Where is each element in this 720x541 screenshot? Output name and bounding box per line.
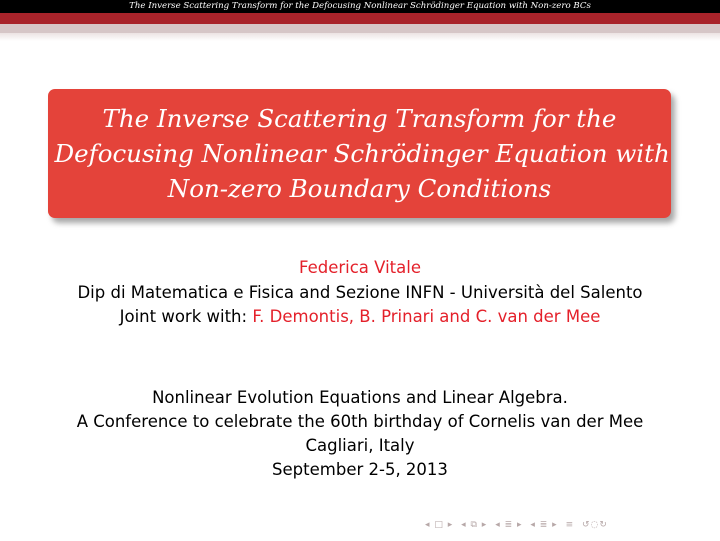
- search-icon[interactable]: ↺◌↻: [582, 520, 608, 530]
- beamer-navigation: [425, 520, 612, 530]
- header-band-light: [0, 24, 720, 33]
- title-box: [48, 89, 671, 218]
- author-name-line: [0, 256, 720, 280]
- next-section-icon[interactable]: ◂ ≣ ▸: [530, 520, 558, 530]
- title-line-2: Defocusing Nonlinear Schrödinger Equation with: [54, 139, 670, 168]
- conference-line-2: A Conference to celebrate the 60th birthday of Cornelis van der Mee: [76, 412, 644, 431]
- title-line-1: The Inverse Scattering Transform for the: [102, 104, 617, 133]
- conference-line-1: Nonlinear Evolution Equations and Linear Algebra.: [152, 388, 568, 407]
- align-icon[interactable]: ≡: [565, 520, 575, 530]
- prev-frame-icon[interactable]: ◂ □ ▸: [425, 520, 454, 530]
- affiliation: Dip di Matematica e Fisica and Sezione INFN - Università del Salento: [77, 283, 643, 302]
- conference-date: September 2-5, 2013: [272, 460, 448, 479]
- joint-work-label: Joint work with:: [119, 307, 248, 326]
- conference-location: Cagliari, Italy: [305, 436, 415, 455]
- author-name: Federica Vitale: [299, 258, 421, 277]
- prev-section-icon[interactable]: ◂ ≣ ▸: [495, 520, 523, 530]
- header-band-fade: [0, 33, 720, 41]
- header-band-dark: [0, 13, 720, 24]
- slide-title: [54, 101, 670, 206]
- prev-subsection-icon[interactable]: ◂ ⧉ ▸: [461, 520, 488, 530]
- coauthors: F. Demontis, B. Prinari and C. van der Mee: [252, 307, 601, 326]
- title-line-3: Non-zero Boundary Conditions: [167, 174, 552, 203]
- joint-work-line: [0, 305, 720, 329]
- running-header[interactable]: The Inverse Scattering Transform for the Defocusing Nonlinear Schrödinger Equation with Non-zero BCs: [0, 0, 720, 13]
